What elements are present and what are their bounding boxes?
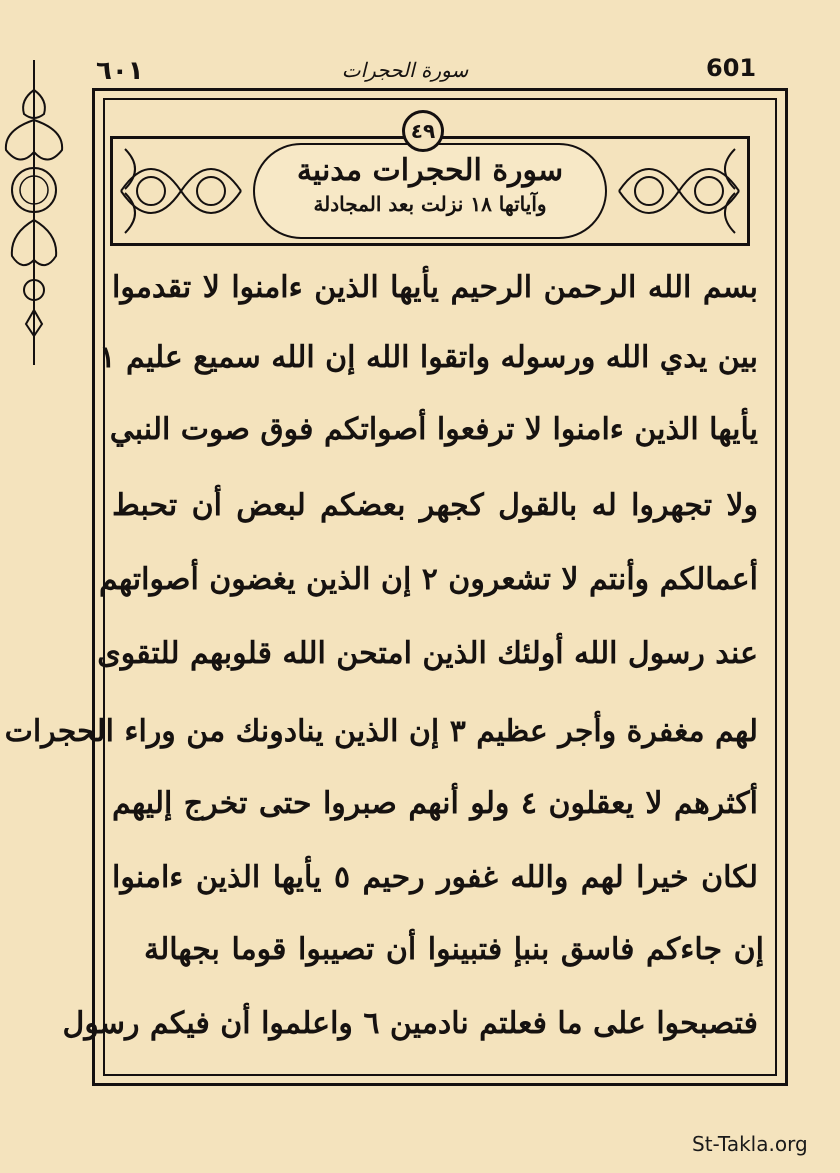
text-line: أكثرهم لا يعقلون ٤ ولو أنهم صبروا حتى تخرج إليهم (112, 786, 758, 821)
text-line: لكان خيرا لهم والله غفور رحيم ٥ يأيها الذين ءامنوا (112, 860, 758, 895)
text-line: بسم الله الرحمن الرحيم يأيها الذين ءامنوا لا تقدموا (112, 270, 758, 305)
surah-title: سورة الحجرات مدنية (296, 153, 564, 188)
text-line: فتصبحوا على ما فعلتم نادمين ٦ واعلموا أن فيكم رسول (62, 1006, 758, 1041)
watermark-text: St-Takla.org (692, 1132, 808, 1156)
surah-subtitle: وآياتها ١٨ نزلت بعد المجادلة (313, 192, 547, 216)
text-line: ولا تجهروا له بالقول كجهر بعضكم لبعض أن تحبط (112, 488, 758, 523)
text-line: عند رسول الله أولئك الذين امتحن الله قلوبهم للتقوى (97, 636, 758, 671)
page-number-arabic: ٦٠١ (96, 56, 144, 86)
text-line: بين يدي الله ورسوله واتقوا الله إن الله سميع عليم ١ (99, 340, 758, 375)
text-line: إن جاءكم فاسق بنبإ فتبينوا أن تصيبوا قوما بجهالة (144, 932, 764, 967)
text-line: يأيها الذين ءامنوا لا ترفعوا أصواتكم فوق صوت النبي (109, 412, 758, 447)
surah-title-cartouche (253, 143, 607, 239)
text-line: أعمالكم وأنتم لا تشعرون ٢ إن الذين يغضون أصواتهم (99, 562, 758, 597)
verse-text-block (4, 256, 764, 1066)
surah-number-badge: ٤٩ (402, 110, 444, 152)
text-line: لهم مغفرة وأجر عظيم ٣ إن الذين ينادونك من وراء الحجرات (4, 714, 758, 749)
running-title: سورة الحجرات (341, 58, 469, 82)
margin-ornament-icon (0, 60, 80, 370)
surah-header-panel (110, 136, 750, 246)
page-number-western: 601 (706, 54, 757, 82)
